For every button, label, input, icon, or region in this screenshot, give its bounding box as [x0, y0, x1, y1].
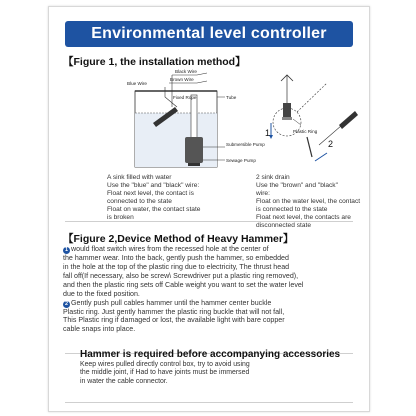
blue-wire-label: Blue Wire [127, 81, 147, 86]
page-title: Environmental level controller [65, 21, 353, 47]
water-fill [135, 113, 217, 167]
instruction-line: and then the plastic ring sets off Cable weight you want to set the water level [63, 280, 304, 289]
figure2-instructions [63, 245, 359, 334]
instruction-line: This Plastic ring if damaged or lost, the available light with bare copper [63, 316, 285, 325]
section-divider [65, 221, 353, 222]
figure2-heading: 【Figure 2,Device Method of Heavy Hammer】 [63, 233, 294, 245]
accessory-notice-title: Hammer is required before accompanying accessories [80, 349, 341, 360]
instruction-line: cable snaps into place. [63, 325, 136, 334]
pump-base [188, 163, 200, 166]
submersible-pump-label: Submersible Pump [226, 142, 265, 147]
float-body [339, 111, 358, 129]
caption-left-line: connected to the state [107, 198, 172, 205]
black-wire-label: Black Wire [175, 69, 197, 74]
sink-tank-illustration [127, 69, 265, 167]
tube-label: Tube [226, 95, 237, 100]
plastic-ring-callout [293, 119, 301, 125]
instruction-line: Plastic ring. Just gently hammer the plastic ring buckle that will not fall, [63, 307, 285, 316]
instruction-line: fall off(If necessary, also be screw\ Screwdriver put a plastic ring removed), [63, 271, 299, 280]
caption-right-line: Float on the water level, the contact [256, 198, 361, 205]
caption-right-line: is connected to the state [256, 206, 328, 213]
caption-left-line: Float on water, the contact state [107, 206, 201, 213]
brown-wire-label: Brown Wire [170, 77, 194, 82]
instruction-line: due to the fixed position. [63, 289, 140, 298]
caption-left-line: A sink filled with water [107, 174, 172, 181]
caption-right-line: Float next level, the contacts are [256, 214, 351, 221]
caption-left-line: is broken [107, 214, 134, 221]
step-1-badge: 1 [64, 247, 69, 253]
up-arrow [315, 153, 327, 161]
notice-line: Keep wires pulled directly control box, try to avoid using [80, 361, 250, 368]
caption-right-line: Use the "brown" and "black" [256, 182, 338, 189]
plastic-ring-shape [282, 117, 292, 120]
caption-sink-filled [107, 174, 227, 222]
step-2-badge: 2 [64, 300, 69, 307]
caption-left-line: Float next level, the contact is [107, 190, 194, 197]
caption-right-line: 2 sink drain [256, 174, 290, 181]
sewage-pump-label: Sewage Pump [226, 158, 256, 163]
instruction-line: in the hole at the top of the plastic ring due to electricity, The thrust head [63, 262, 290, 271]
float-down [307, 137, 312, 157]
plastic-ring-label: Plastic Ring [293, 129, 318, 134]
float-motion-illustration [265, 75, 358, 161]
submersible-pump [185, 137, 203, 163]
notice-line: the middle joint, if Had to have joints must be immersed [80, 369, 250, 377]
step-1-marker: 1 [265, 128, 271, 138]
figure1-heading: 【Figure 1, the installation method】 [63, 56, 246, 68]
swing-line [297, 83, 327, 112]
instruction-line: 1 would float switch wires from the recessed hole at the center of [64, 245, 269, 253]
accessory-notice-body [80, 361, 250, 386]
instruction-line: the hammer wear. Into the back, gently push the hammer, so embedded [63, 254, 289, 262]
fixed-rope-label: Fixed Rope [173, 95, 197, 100]
caption-right-line: disconnected state [256, 222, 311, 229]
caption-left-line: Use the "blue" and "black" wire: [107, 182, 200, 189]
installation-diagram [57, 67, 361, 185]
notice-line: in water the cable connector. [80, 377, 168, 385]
caption-right-line: wire: [256, 190, 270, 197]
heavy-hammer [283, 103, 291, 117]
step-2-marker: 2 [328, 139, 334, 149]
instruction-line: 2 Gently push pull cables hammer until the hammer center buckle [64, 298, 272, 307]
